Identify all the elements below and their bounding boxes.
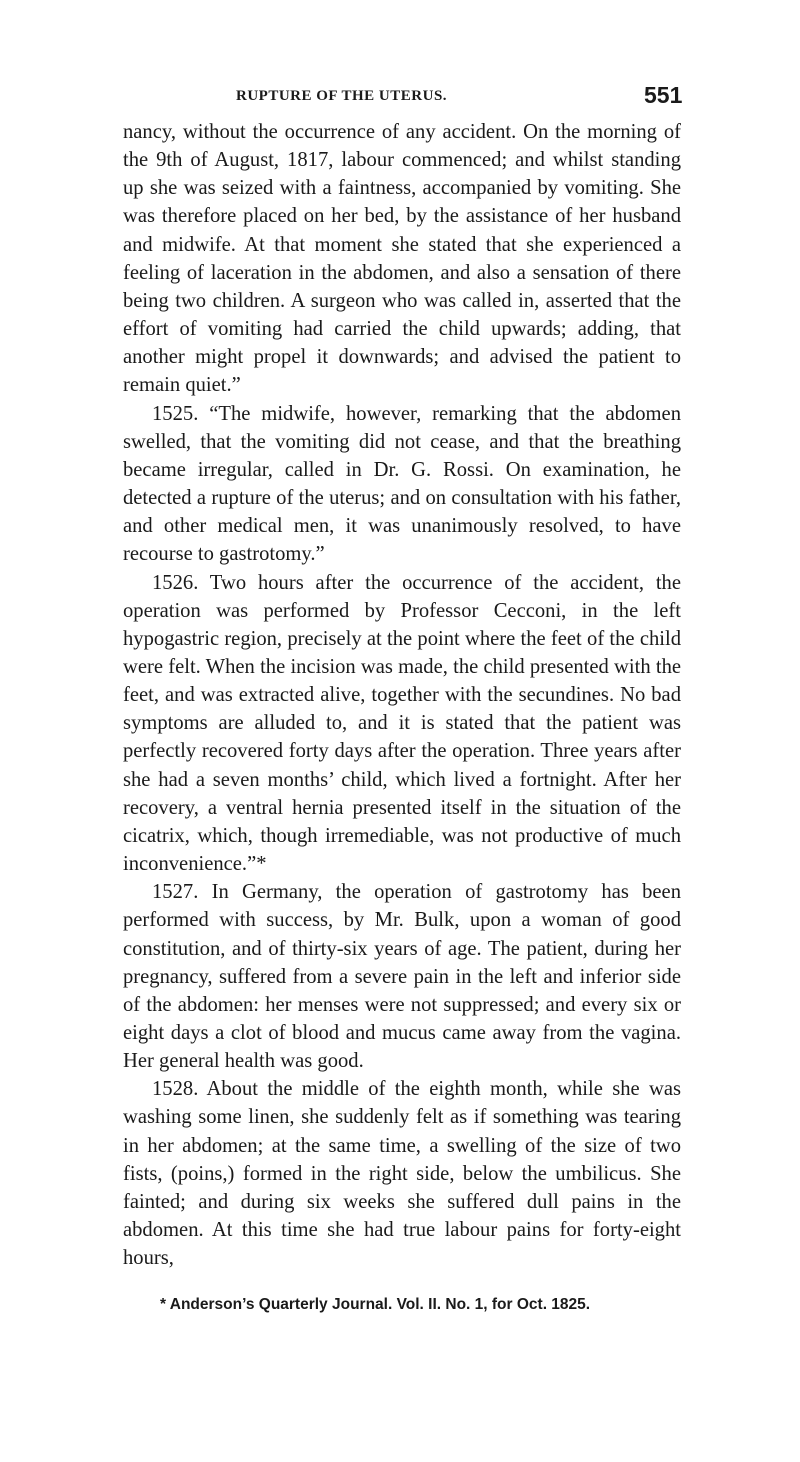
paragraph-1526: 1526. Two hours after the occurrence of the accident, the operation was performed by Professor Cecconi, in the left hypogastric region, precisely at the point where the feet of the child were felt. When the incision was made, the child presented with the feet, and was extracted alive, together with the secundines. No bad symptoms are alluded to, and it is stated that the patient was perfectly recovered forty days after the operation. Three years after she had a seven months’ child, which lived a fortnight. After her recovery, a ventral hernia presented itself in the situation of the cicatrix, which, though irremediable, was not productive of much inconvenience.”*	[123, 571, 681, 876]
page-number: 551	[644, 82, 683, 108]
paragraph-continuation: nancy, without the occurrence of any accident. On the morning of the 9th of August, 1817, labour commenced; and whilst standing up she was seized with a faintness, accompanied by vomiting. She was therefore placed on her bed, by the assistance of her husband and midwife. At that moment she stated that she experienced a feeling of laceration in the abdomen, and also a sensation of there being two children. A surgeon who was called in, asserted that the effort of vomiting had carried the child upwards; adding, that another might propel it downwards; and advised the patient to remain quiet.”	[123, 121, 681, 397]
footnote: * Anderson’s Quarterly Journal. Vol. II. No. 1, for Oct. 1825.	[160, 1296, 591, 1313]
paragraph-1527: 1527. In Germany, the operation of gastrotomy has been performed with success, by Mr. Bulk, upon a woman of good constitution, and of thirty-six years of age. The patient, during her pregnancy, suffered from a severe pain in the left and inferior side of the abdomen: her menses were not suppressed; and every six or eight days a clot of blood and mucus came away from the vagina. Her general health was good.	[123, 881, 681, 1073]
paragraph-1528: 1528. About the middle of the eighth month, while she was washing some linen, she suddenly felt as if something was tearing in her abdomen; at the same time, a swelling of the size of two fists, (poins,) formed in the right side, below the umbilicus. She fainted; and during six weeks she suffered dull pains in the abdomen. At this time she had true labour pains for forty-eight hours,	[123, 1078, 681, 1270]
paragraph-1525: 1525. “The midwife, however, remarking that the abdomen swelled, that the vomiting did not cease, and that the breathing became irregular, called in Dr. G. Rossi. On examination, he detected a rupture of the uterus; and on consultation with his father, and other medical men, it was unanimously resolved, to have recourse to gastrotomy.”	[123, 402, 681, 566]
running-title: RUPTURE OF THE UTERUS.	[236, 88, 448, 104]
body-text	[123, 118, 681, 1272]
running-head	[0, 80, 800, 110]
